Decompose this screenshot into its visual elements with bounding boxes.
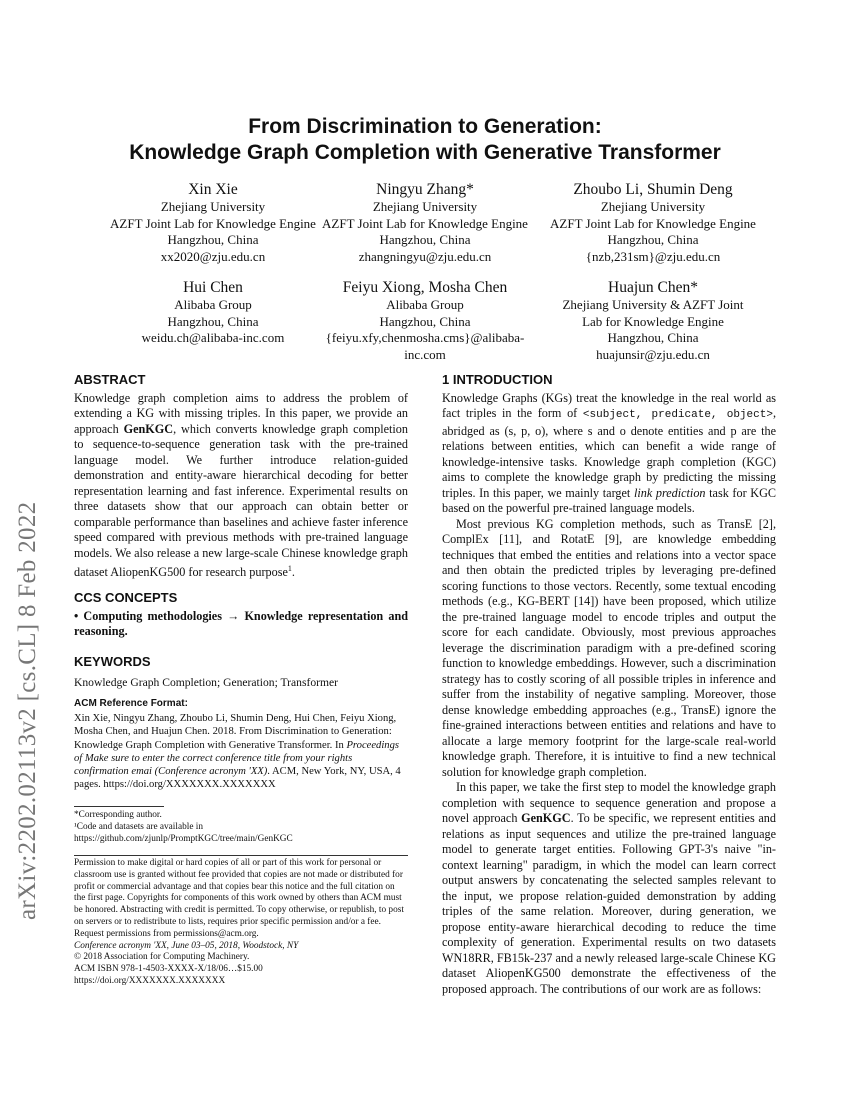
- author-affiliation: Alibaba Group: [174, 297, 252, 312]
- author-email: {nzb,231sm}@zju.edu.cn: [585, 248, 721, 264]
- ccs-section: [74, 590, 408, 640]
- author-email: xx2020@zju.edu.cn: [160, 248, 266, 264]
- footnotes: [74, 810, 408, 845]
- permission-divider: [74, 855, 408, 856]
- introduction-heading: 1 INTRODUCTION: [442, 372, 553, 387]
- introduction-section: [442, 372, 776, 997]
- author-name: Feiyu Xiong, Mosha Chen: [342, 279, 508, 296]
- author-name: Huajun Chen*: [608, 279, 698, 296]
- author-email: inc.com: [404, 346, 446, 362]
- intro-paragraph-3: In this paper, we take the first step to model the knowledge graph completion with sequence to sequence generation and propose a novel approach GenKGC. To be specific, we represent entities and relations as input sequences and utilize the pre-trained language model to generate target entities. Following GPT-3's naive "in-context learning" paradigm, in which the model can learn correct output answers by concatenating the selected samples relevant to the input, we propose relation-guided demonstration by adding triples of the same relation. Moreover, during generation, we propose entity-aware hierarchical decoding to reduce the time complexity of generation. Experimental results on two datasets WN18RR, FB15k-237 and a newly released large-scale Chinese KG dataset AliopenKG500 demonstrate the effectiveness of the proposed approach. The contributions of our work are as follows:: [442, 780, 776, 996]
- abstract-section: [74, 372, 408, 581]
- author-block: [310, 278, 540, 363]
- author-email: zhangningyu@zju.edu.cn: [358, 248, 492, 264]
- abstract-heading: ABSTRACT: [74, 372, 146, 387]
- copyright-line: © 2018 Association for Computing Machinery.: [74, 952, 250, 963]
- author-affiliation: Alibaba Group: [386, 297, 464, 312]
- permission-text: Permission to make digital or hard copies of all or part of this work for personal or classroom use is granted without fee provided that copies are not made or distributed for profit or commercial advantage and that copies bear this notice and the full citation on the first page. Copyrights for components of this work owned by others than ACM must be honored. Abstracting with credit is permitted. To copy otherwise, or republish, to post on servers or to redistribute to lists, requires prior specific permission and/or a fee. Request permissions from permissions@acm.org.: [74, 858, 404, 939]
- title-line-2: Knowledge Graph Completion with Generative Transformer: [129, 141, 721, 164]
- title-line-1: From Discrimination to Generation:: [248, 115, 602, 138]
- author-name: Xin Xie: [188, 181, 238, 198]
- author-affiliation: AZFT Joint Lab for Knowledge Engine: [322, 215, 528, 231]
- author-affiliation: Lab for Knowledge Engine: [582, 313, 724, 329]
- author-email: weidu.ch@alibaba-inc.com: [141, 330, 285, 345]
- author-block: [98, 180, 328, 265]
- author-location: Hangzhou, China: [167, 313, 259, 329]
- ccs-heading: CCS CONCEPTS: [74, 590, 178, 605]
- footnote-code: ¹Code and datasets are available in https://github.com/zjunlp/PromptKGC/tree/main/GenKGC: [74, 821, 293, 844]
- author-block: [310, 180, 540, 265]
- author-location: Hangzhou, China: [607, 330, 699, 345]
- footnote-divider: [74, 806, 164, 807]
- paper-title: [60, 114, 790, 166]
- author-block: [538, 278, 768, 363]
- author-name: Zhoubo Li, Shumin Deng: [573, 181, 733, 198]
- keywords-text: Knowledge Graph Completion; Generation; Transformer: [74, 675, 339, 689]
- author-block: [538, 180, 768, 265]
- ccs-text: • Computing methodologies → Knowledge representation and reasoning.: [74, 608, 408, 638]
- author-name: Ningyu Zhang*: [376, 181, 474, 198]
- acm-reference-heading: ACM Reference Format:: [74, 698, 188, 709]
- author-affiliation: Zhejiang University: [160, 199, 266, 214]
- intro-paragraph-2: Most previous KG completion methods, such as TransE [2], ComplEx [11], and RotatE [9], are knowledge embedding techniques that embed the entities and relations into a vector space and then obtain the predicted triples by leveraging pre-defined scoring functions to those vectors. Recently, some textual encoding methods (e.g., KG-BERT [14]) have been proposed, which utilize the pre-trained language model to encode triples and output the score for each candidate. Obviously, most previous approaches leverage the discrimination paradigm with a pre-defined scoring function to knowledge embeddings. However, such a discrimination strategy has to costly scoring of all possible triples in inference and suffer from the instability of negative sampling. Moreover, those dense knowledge embedding approaches (e.g., TransE) ignore the fine-grained interactions between entities and relations and have to allocate a large memory footprint for the large-scale real-world knowledge graph. Therefore, it is intuitive to find a new technical solution for knowledge graph completion.: [442, 516, 776, 779]
- arxiv-stamp: arXiv:2202.02113v2 [cs.CL] 8 Feb 2022: [14, 501, 41, 920]
- author-affiliation: AZFT Joint Lab for Knowledge Engine: [550, 215, 756, 231]
- author-block: [98, 278, 328, 347]
- acm-reference: [74, 697, 408, 791]
- keywords-section: [74, 654, 408, 690]
- author-email: huajunsir@zju.edu.cn: [596, 346, 710, 362]
- author-name: Hui Chen: [183, 279, 243, 296]
- author-location: Hangzhou, China: [379, 313, 471, 329]
- keywords-heading: KEYWORDS: [74, 654, 151, 669]
- footnote-corresponding: *Corresponding author.: [74, 810, 162, 820]
- permission-block: [74, 858, 408, 988]
- isbn-line: ACM ISBN 978-1-4503-XXXX-X/18/06…$15.00: [74, 964, 263, 975]
- author-location: Hangzhou, China: [379, 232, 471, 247]
- author-affiliation: Zhejiang University & AZFT Joint: [562, 297, 744, 312]
- abstract-text: Knowledge graph completion aims to address the problem of extending a KG with missing triples. In this paper, we provide an approach GenKGC, which converts knowledge graph completion to sequence-to-sequence generation task with the pre-trained language model. We further introduce relation-guided demonstration and entity-aware hierarchical decoding for better representation learning and fast inference. Experimental results on three datasets show that our approach can obtain better or comparable performance than baselines and achieve faster inference speed compared with previous methods with pre-trained language models. We also release a new large-scale Chinese knowledge graph dataset AliopenKG500 for research purpose$^1$.: [74, 390, 408, 580]
- acm-reference-text: Xin Xie, Ningyu Zhang, Zhoubo Li, Shumin Deng, Hui Chen, Feiyu Xiong, Mosha Chen, and Huajun Chen. 2018. From Discrimination to Generation: Knowledge Graph Completion with Generative Transformer. In Proceedings of Make sure to enter the correct conference title from your rights confirmation emai (Conference acronym 'XX). ACM, New York, NY, USA, 4 pages. https://doi.org/XXXXXXX.XXXXXXX: [74, 713, 401, 791]
- author-location: Hangzhou, China: [607, 232, 699, 247]
- author-location: Hangzhou, China: [167, 232, 259, 247]
- conference-line: Conference acronym 'XX, June 03–05, 2018, Woodstock, NY: [74, 940, 299, 951]
- doi-line: https://doi.org/XXXXXXX.XXXXXXX: [74, 975, 226, 986]
- author-affiliation: Zhejiang University: [372, 199, 478, 214]
- author-email: {feiyu.xfy,chenmosha.cms}@alibaba-: [325, 330, 525, 345]
- author-affiliation: Zhejiang University: [600, 199, 706, 214]
- author-affiliation: AZFT Joint Lab for Knowledge Engine: [110, 215, 316, 231]
- intro-paragraph-1: Knowledge Graphs (KGs) treat the knowledge in the real world as fact triples in the form of <subject, predicate, object>, abridged as (s, p, o), where s and o denote entities and p are the relations between entities, which can benefit a wide range of knowledge-intensive tasks. Knowledge graph completion (KGC) aims to complete the knowledge graph by predicting the missing triples. In this paper, we mainly target link prediction task for KGC based on the powerful pre-trained language models.: [442, 390, 777, 515]
